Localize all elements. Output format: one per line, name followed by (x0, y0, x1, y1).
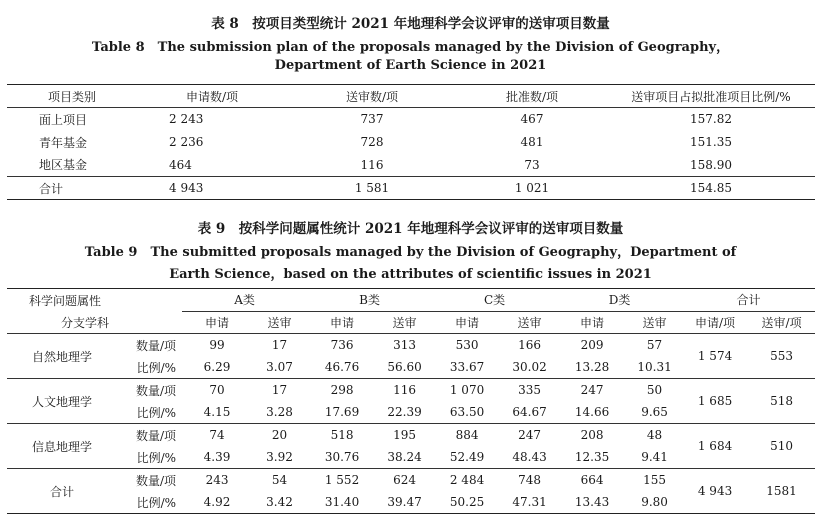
table-row (7, 424, 815, 447)
table9-cell: 298 (307, 379, 377, 402)
table9-cell: 33.67 (449, 360, 485, 374)
table8-cell: 地区基金 (39, 158, 88, 173)
table9-cell: 1 552 (307, 469, 377, 492)
table8-cell: 1 021 (457, 177, 607, 200)
table8-caption-zh: 表 8 按项目类型统计 2021 年地理科学会议评审的送审项目数量 (211, 16, 610, 32)
table9-cell: 13.43 (574, 495, 610, 509)
table8-cell: 158.90 (690, 157, 732, 172)
table9-cell: 530 (455, 338, 479, 352)
table8-cell: 467 (520, 112, 544, 127)
table9-cell: 12.35 (574, 450, 610, 464)
table9-metric-count: 数量/项 (135, 338, 177, 353)
table8-cell: 728 (360, 135, 384, 149)
table9-cell: 2 484 (432, 469, 502, 492)
table9-sub-apply: 申请 (307, 311, 377, 334)
table9-cell: 313 (393, 338, 416, 352)
table9-cell: 748 (502, 469, 557, 492)
table9-cell: 30.02 (512, 360, 547, 374)
table8-cell: 合计 (7, 177, 137, 200)
table9-subject-name: 信息地理学 (7, 424, 117, 469)
table9-group-b: B类 (307, 289, 432, 312)
table9-cell: 56.60 (387, 360, 422, 374)
table9-cell: 17.69 (324, 405, 360, 419)
table9-sub-apply: 申请 (557, 311, 627, 334)
table9-cell: 31.40 (324, 495, 360, 509)
table9 (7, 288, 815, 514)
table8-cell: 151.35 (690, 135, 732, 149)
table9-cell: 22.39 (387, 405, 422, 419)
table-row (7, 108, 815, 131)
table8-cell: 464 (169, 157, 192, 172)
table9-cell: 99 (209, 338, 225, 352)
table9-cell: 13.28 (574, 360, 610, 374)
table9-cell: 70 (182, 379, 252, 402)
table8-cell: 737 (360, 112, 384, 127)
table9-total-review: 510 (748, 424, 815, 469)
table9-sub-total-review: 送审/项 (748, 311, 815, 334)
table9-cell: 57 (646, 338, 663, 352)
table9-cell: 3.28 (266, 405, 293, 419)
table9-cell: 243 (182, 469, 252, 492)
table9-cell: 9.80 (641, 495, 668, 509)
table9-cell: 116 (377, 379, 432, 402)
table8-cell: 面上项目 (39, 112, 88, 127)
table9-cell: 64.67 (512, 405, 547, 419)
table9-cell: 208 (557, 424, 627, 447)
table9-total-apply: 1 685 (682, 379, 748, 424)
table9-cell: 63.50 (449, 405, 485, 419)
table-row (7, 131, 815, 154)
table9-metric-ratio: 比例/% (136, 360, 177, 375)
table8-cell: 154.85 (607, 177, 815, 200)
table9-metric-count: 数量/项 (117, 424, 182, 447)
table9-subject-name: 自然地理学 (31, 349, 92, 364)
table9-cell: 54 (252, 469, 307, 492)
table8-total-row (7, 177, 815, 200)
table8-header-submitted: 送审数/项 (287, 85, 457, 108)
table9-cell: 14.66 (574, 405, 610, 419)
table9-cell: 30.76 (324, 450, 360, 464)
table9-cell: 74 (182, 424, 252, 447)
table9-sub-apply: 申请 (182, 311, 252, 334)
table9-metric-ratio: 比例/% (136, 405, 177, 420)
table8-caption-en-line2: Department of Earth Science in 2021 (274, 58, 547, 73)
table8-caption-en-line1: Table 8 The submission plan of the proposals managed by the Division of Geography， (91, 40, 730, 55)
table8-cell: 116 (360, 157, 384, 172)
table8-cell: 157.82 (690, 112, 732, 127)
table9-cell: 39.47 (387, 495, 422, 509)
table9-subject-name: 合计 (7, 469, 117, 514)
table9-sub-review: 送审 (252, 311, 307, 334)
table9-caption-zh: 表 9 按科学问题属性统计 2021 年地理科学会议评审的送审项目数量 (197, 221, 624, 237)
table9-cell: 884 (432, 424, 502, 447)
table9-total-apply: 1 574 (697, 349, 733, 363)
table9-cell: 52.49 (449, 450, 485, 464)
table9-caption-en-line1: Table 9 The submitted proposals managed by the Division of Geography，Department of (84, 245, 737, 260)
table9-cell: 247 (557, 379, 627, 402)
table9-metric-ratio: 比例/% (136, 450, 177, 465)
table8 (7, 84, 815, 200)
table9-cell: 17 (252, 379, 307, 402)
table9-cell: 9.41 (641, 450, 668, 464)
table9-cell: 4.92 (203, 495, 231, 509)
table9-group-a: A类 (182, 289, 307, 312)
table8-cell: 2 236 (169, 135, 204, 149)
table9-cell: 4.15 (203, 405, 231, 419)
table9-cell: 736 (330, 338, 354, 352)
table9-metric-count: 数量/项 (117, 379, 182, 402)
table9-group-d: D类 (557, 289, 682, 312)
table9-cell: 247 (502, 424, 557, 447)
table9-sub-total-apply: 申请/项 (682, 311, 748, 334)
table9-cell: 624 (377, 469, 432, 492)
table9-header-row-sub (7, 311, 815, 334)
table8-cell: 青年基金 (39, 135, 88, 150)
table9-sub-review: 送审 (627, 311, 682, 334)
table9-cell: 664 (557, 469, 627, 492)
table9-cell: 50.25 (449, 495, 485, 509)
table9-header-row-groups (7, 289, 815, 312)
table8-header-row (7, 85, 815, 108)
table9-subject-name: 人文地理学 (7, 379, 117, 424)
table9-cell: 9.65 (641, 405, 668, 419)
table-row (7, 469, 815, 492)
table8-cell: 481 (520, 135, 544, 149)
table9-sub-review: 送审 (377, 311, 432, 334)
table9-cell: 3.42 (266, 495, 293, 509)
table9-cell: 335 (502, 379, 557, 402)
table9-cell: 50 (627, 379, 682, 402)
table9-cell: 48 (627, 424, 682, 447)
table9-cell: 48.43 (512, 450, 547, 464)
table9-corner-subject: 分支学科 (7, 311, 182, 334)
table9-cell: 38.24 (387, 450, 422, 464)
table8-cell: 2 243 (169, 112, 204, 127)
table8-cell: 4 943 (137, 177, 287, 200)
table9-cell: 518 (307, 424, 377, 447)
table9-cell: 166 (518, 338, 541, 352)
table8-header-ratio: 送审项目占拟批准项目比例/% (607, 85, 815, 108)
table9-cell: 10.31 (637, 360, 672, 374)
table9-caption-en-line2: Earth Science，based on the attributes of scientific issues in 2021 (169, 267, 652, 282)
table9-cell: 209 (580, 338, 604, 352)
table9-total-apply: 1 684 (682, 424, 748, 469)
table-row (7, 379, 815, 402)
table9-cell: 3.07 (266, 360, 293, 374)
table9-cell: 195 (377, 424, 432, 447)
table9-cell: 155 (627, 469, 682, 492)
table9-group-total: 合计 (682, 289, 815, 312)
table8-cell: 73 (524, 157, 540, 172)
table9-sub-apply: 申请 (432, 311, 502, 334)
table9-total-review: 1581 (748, 469, 815, 514)
table9-total-review: 518 (748, 379, 815, 424)
table9-cell: 17 (271, 338, 288, 352)
table9-group-c: C类 (432, 289, 557, 312)
table9-cell: 46.76 (324, 360, 360, 374)
table9-cell: 6.29 (203, 360, 231, 374)
table8-header-applications: 申请数/项 (137, 85, 287, 108)
table9-total-review: 553 (770, 349, 793, 363)
table9-cell: 4.39 (203, 450, 231, 464)
table9-cell: 3.92 (266, 450, 293, 464)
table9-total-apply: 4 943 (682, 469, 748, 514)
table9-cell: 20 (252, 424, 307, 447)
table9-cell: 47.31 (512, 495, 547, 509)
table8-cell: 1 581 (287, 177, 457, 200)
table9-cell: 1 070 (432, 379, 502, 402)
table-row (7, 334, 815, 357)
table8-header-category: 项目类别 (7, 85, 137, 108)
table9-metric-ratio: 比例/% (136, 495, 177, 510)
table9-sub-review: 送审 (502, 311, 557, 334)
table9-corner-attribute: 科学问题属性 (29, 293, 102, 308)
table9-metric-count: 数量/项 (117, 469, 182, 492)
table8-header-approved: 批准数/项 (457, 85, 607, 108)
table-row (7, 154, 815, 177)
